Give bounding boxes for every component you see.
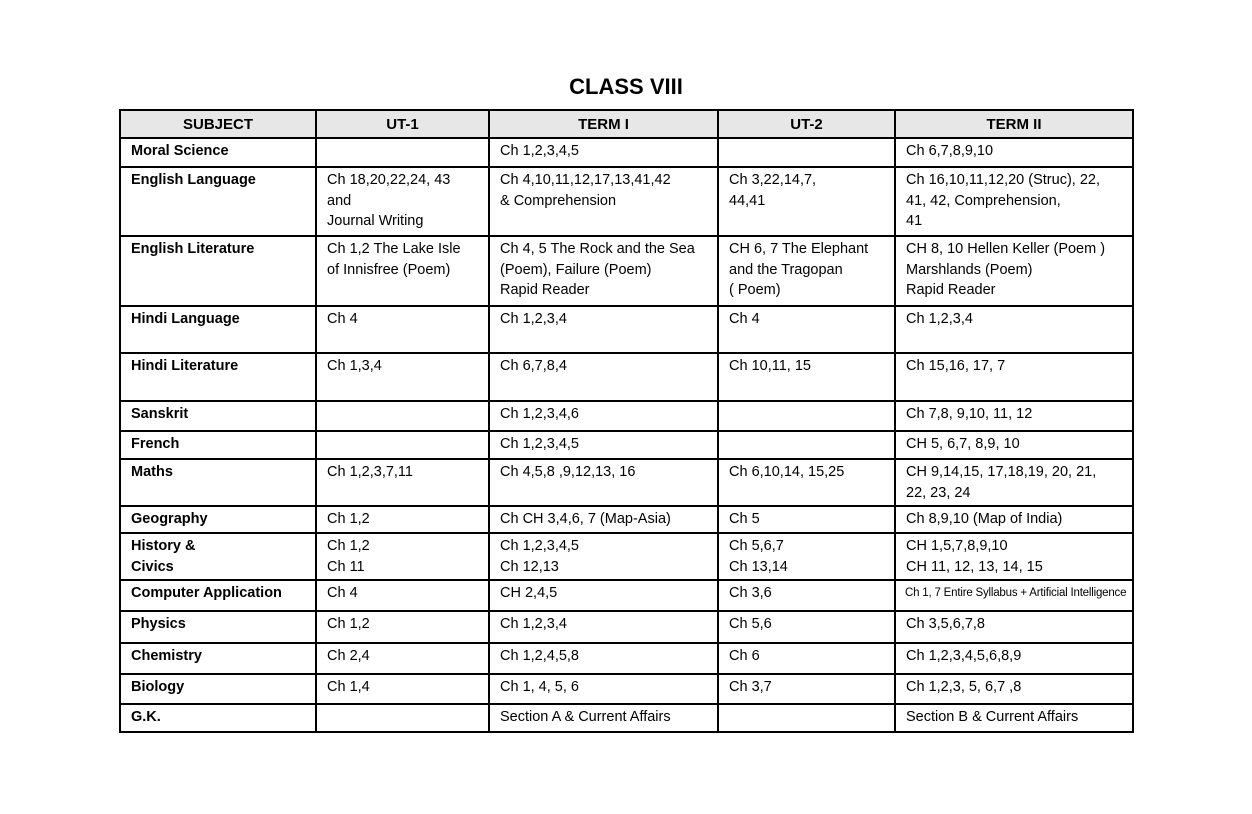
term1-cell: Ch 1,2,3,4,5 bbox=[489, 138, 718, 167]
column-header-term2: TERM II bbox=[895, 110, 1133, 138]
subject-cell: French bbox=[120, 431, 316, 459]
table-row bbox=[120, 138, 1133, 167]
ut2-cell bbox=[718, 704, 895, 732]
term2-cell: Ch 15,16, 17, 7 bbox=[895, 353, 1133, 401]
ut2-cell: Ch 10,11, 15 bbox=[718, 353, 895, 401]
ut2-cell: Ch 3,6 bbox=[718, 580, 895, 611]
table-row bbox=[120, 401, 1133, 431]
ut1-cell: Ch 1,3,4 bbox=[316, 353, 489, 401]
ut1-cell: Ch 4 bbox=[316, 580, 489, 611]
ut1-cell bbox=[316, 401, 489, 431]
term1-cell: Ch 4,5,8 ,9,12,13, 16 bbox=[489, 459, 718, 506]
column-header-term1: TERM I bbox=[489, 110, 718, 138]
ut2-cell bbox=[718, 431, 895, 459]
table-row bbox=[120, 674, 1133, 704]
ut1-cell: Ch 1,2 bbox=[316, 506, 489, 533]
ut1-cell: Ch 1,2 bbox=[316, 611, 489, 643]
term2-cell: Ch 7,8, 9,10, 11, 12 bbox=[895, 401, 1133, 431]
term1-cell: Ch 1, 4, 5, 6 bbox=[489, 674, 718, 704]
ut1-cell: Ch 1,4 bbox=[316, 674, 489, 704]
syllabus-table bbox=[119, 109, 1134, 733]
term2-cell: CH 9,14,15, 17,18,19, 20, 21, 22, 23, 24 bbox=[895, 459, 1133, 506]
page-title: CLASS VIII bbox=[569, 74, 683, 99]
ut1-cell bbox=[316, 704, 489, 732]
ut2-cell: Ch 5,6,7 Ch 13,14 bbox=[718, 533, 895, 580]
ut1-cell: Ch 2,4 bbox=[316, 643, 489, 674]
subject-cell: History & Civics bbox=[120, 533, 316, 580]
subject-cell: Physics bbox=[120, 611, 316, 643]
column-header-ut1: UT-1 bbox=[316, 110, 489, 138]
ut1-cell bbox=[316, 431, 489, 459]
ut2-cell: Ch 3,22,14,7, 44,41 bbox=[718, 167, 895, 236]
ut1-cell: Ch 1,2 Ch 11 bbox=[316, 533, 489, 580]
subject-cell: Maths bbox=[120, 459, 316, 506]
term2-cell: Ch 8,9,10 (Map of India) bbox=[895, 506, 1133, 533]
term1-cell: Ch 6,7,8,4 bbox=[489, 353, 718, 401]
term2-cell: Ch 1, 7 Entire Syllabus + Artificial Intelligence bbox=[895, 580, 1133, 611]
ut2-cell: Ch 3,7 bbox=[718, 674, 895, 704]
term2-cell: Ch 6,7,8,9,10 bbox=[895, 138, 1133, 167]
table-body bbox=[120, 138, 1133, 732]
ut2-cell: Ch 6 bbox=[718, 643, 895, 674]
subject-cell: Hindi Literature bbox=[120, 353, 316, 401]
ut2-cell bbox=[718, 401, 895, 431]
term2-cell: CH 5, 6,7, 8,9, 10 bbox=[895, 431, 1133, 459]
term1-cell: Ch 1,2,4,5,8 bbox=[489, 643, 718, 674]
term1-cell: CH 2,4,5 bbox=[489, 580, 718, 611]
term2-cell: Ch 1,2,3,4,5,6,8,9 bbox=[895, 643, 1133, 674]
term2-cell: CH 8, 10 Hellen Keller (Poem ) Marshlands (Poem) Rapid Reader bbox=[895, 236, 1133, 306]
term1-cell: Section A & Current Affairs bbox=[489, 704, 718, 732]
subject-cell: Chemistry bbox=[120, 643, 316, 674]
table-row bbox=[120, 611, 1133, 643]
term1-cell: Ch CH 3,4,6, 7 (Map-Asia) bbox=[489, 506, 718, 533]
ut2-cell: Ch 5 bbox=[718, 506, 895, 533]
ut2-cell: Ch 6,10,14, 15,25 bbox=[718, 459, 895, 506]
ut1-cell: Ch 4 bbox=[316, 306, 489, 353]
ut2-cell bbox=[718, 138, 895, 167]
term2-cell: Ch 16,10,11,12,20 (Struc), 22, 41, 42, Comprehension, 41 bbox=[895, 167, 1133, 236]
term2-cell: Section B & Current Affairs bbox=[895, 704, 1133, 732]
term1-cell: Ch 4,10,11,12,17,13,41,42 & Comprehension bbox=[489, 167, 718, 236]
term1-cell: Ch 4, 5 The Rock and the Sea (Poem), Failure (Poem) Rapid Reader bbox=[489, 236, 718, 306]
term2-cell: Ch 3,5,6,7,8 bbox=[895, 611, 1133, 643]
ut2-cell: CH 6, 7 The Elephant and the Tragopan ( Poem) bbox=[718, 236, 895, 306]
table-row bbox=[120, 704, 1133, 732]
table-row bbox=[120, 459, 1133, 506]
term1-cell: Ch 1,2,3,4 bbox=[489, 611, 718, 643]
ut1-cell bbox=[316, 138, 489, 167]
term1-cell: Ch 1,2,3,4,5 bbox=[489, 431, 718, 459]
table-row bbox=[120, 306, 1133, 353]
ut2-cell: Ch 4 bbox=[718, 306, 895, 353]
table-row bbox=[120, 506, 1133, 533]
subject-cell: Sanskrit bbox=[120, 401, 316, 431]
ut1-cell: Ch 1,2,3,7,11 bbox=[316, 459, 489, 506]
ut1-cell: Ch 18,20,22,24, 43 and Journal Writing bbox=[316, 167, 489, 236]
term1-cell: Ch 1,2,3,4 bbox=[489, 306, 718, 353]
subject-cell: English Literature bbox=[120, 236, 316, 306]
term1-cell: Ch 1,2,3,4,6 bbox=[489, 401, 718, 431]
column-header-subject: SUBJECT bbox=[120, 110, 316, 138]
subject-cell: Hindi Language bbox=[120, 306, 316, 353]
subject-cell: Computer Application bbox=[120, 580, 316, 611]
table-row bbox=[120, 353, 1133, 401]
subject-cell: Biology bbox=[120, 674, 316, 704]
table-row bbox=[120, 236, 1133, 306]
table-row bbox=[120, 431, 1133, 459]
ut2-cell: Ch 5,6 bbox=[718, 611, 895, 643]
subject-cell: English Language bbox=[120, 167, 316, 236]
term2-cell: CH 1,5,7,8,9,10 CH 11, 12, 13, 14, 15 bbox=[895, 533, 1133, 580]
subject-cell: Moral Science bbox=[120, 138, 316, 167]
subject-cell: G.K. bbox=[120, 704, 316, 732]
term2-cell: Ch 1,2,3, 5, 6,7 ,8 bbox=[895, 674, 1133, 704]
table-row bbox=[120, 580, 1133, 611]
term2-cell: Ch 1,2,3,4 bbox=[895, 306, 1133, 353]
table-row bbox=[120, 533, 1133, 580]
subject-cell: Geography bbox=[120, 506, 316, 533]
table-row bbox=[120, 167, 1133, 236]
column-header-ut2: UT-2 bbox=[718, 110, 895, 138]
table-header-row bbox=[120, 110, 1133, 138]
term1-cell: Ch 1,2,3,4,5 Ch 12,13 bbox=[489, 533, 718, 580]
ut1-cell: Ch 1,2 The Lake Isle of Innisfree (Poem) bbox=[316, 236, 489, 306]
table-row bbox=[120, 643, 1133, 674]
